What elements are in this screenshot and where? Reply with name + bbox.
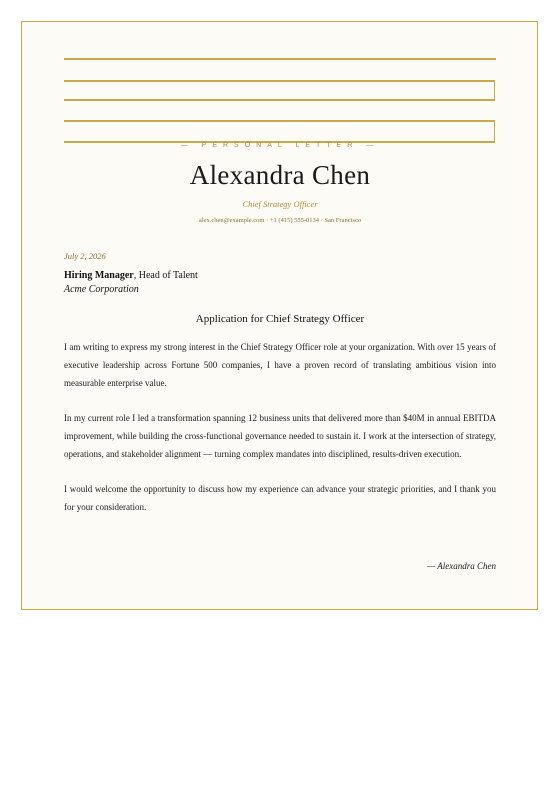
decorative-rule xyxy=(64,58,496,60)
letter-subject: Application for Chief Strategy Officer xyxy=(195,313,365,325)
sender-contact: alex.chen@example.com · +1 (415) 555-0134 · San Francisco xyxy=(198,217,362,224)
sender-name: Alexandra Chen xyxy=(189,160,371,190)
sender-role: Chief Strategy Officer xyxy=(242,199,318,209)
recipient-title: , Head of Talent xyxy=(133,270,198,281)
recipient-name: Hiring Manager xyxy=(64,270,134,281)
letter-eyebrow: — PERSONAL LETTER — xyxy=(180,142,380,149)
decorative-frame xyxy=(64,120,495,143)
body-paragraph: I would welcome the opportunity to discuss how my experience can advance your strategic priorities, and I thank you for your consideration. xyxy=(64,484,496,513)
body-paragraph: In my current role I led a transformation spanning 12 business units that delivered more than $40M in annual EBITDA improvement, while building the cross-functional governance needed to sustain it. I work at the intersection of strategy, operations, and stakeholder alignment — turning complex mandates into disciplined, results-driven execution. xyxy=(64,413,496,459)
letter-date: July 2, 2026 xyxy=(64,251,106,261)
body-paragraph: I am writing to express my strong interest in the Chief Strategy Officer role at your organization. With over 15 years of executive leadership across Fortune 500 companies, I have a proven record of translating ambitious vision into measurable enterprise value. xyxy=(64,342,496,388)
recipient-block xyxy=(64,269,198,297)
recipient-company: Acme Corporation xyxy=(64,284,139,295)
letter-body xyxy=(64,339,496,535)
decorative-frame xyxy=(64,80,495,101)
signoff: — Alexandra Chen xyxy=(427,561,496,571)
